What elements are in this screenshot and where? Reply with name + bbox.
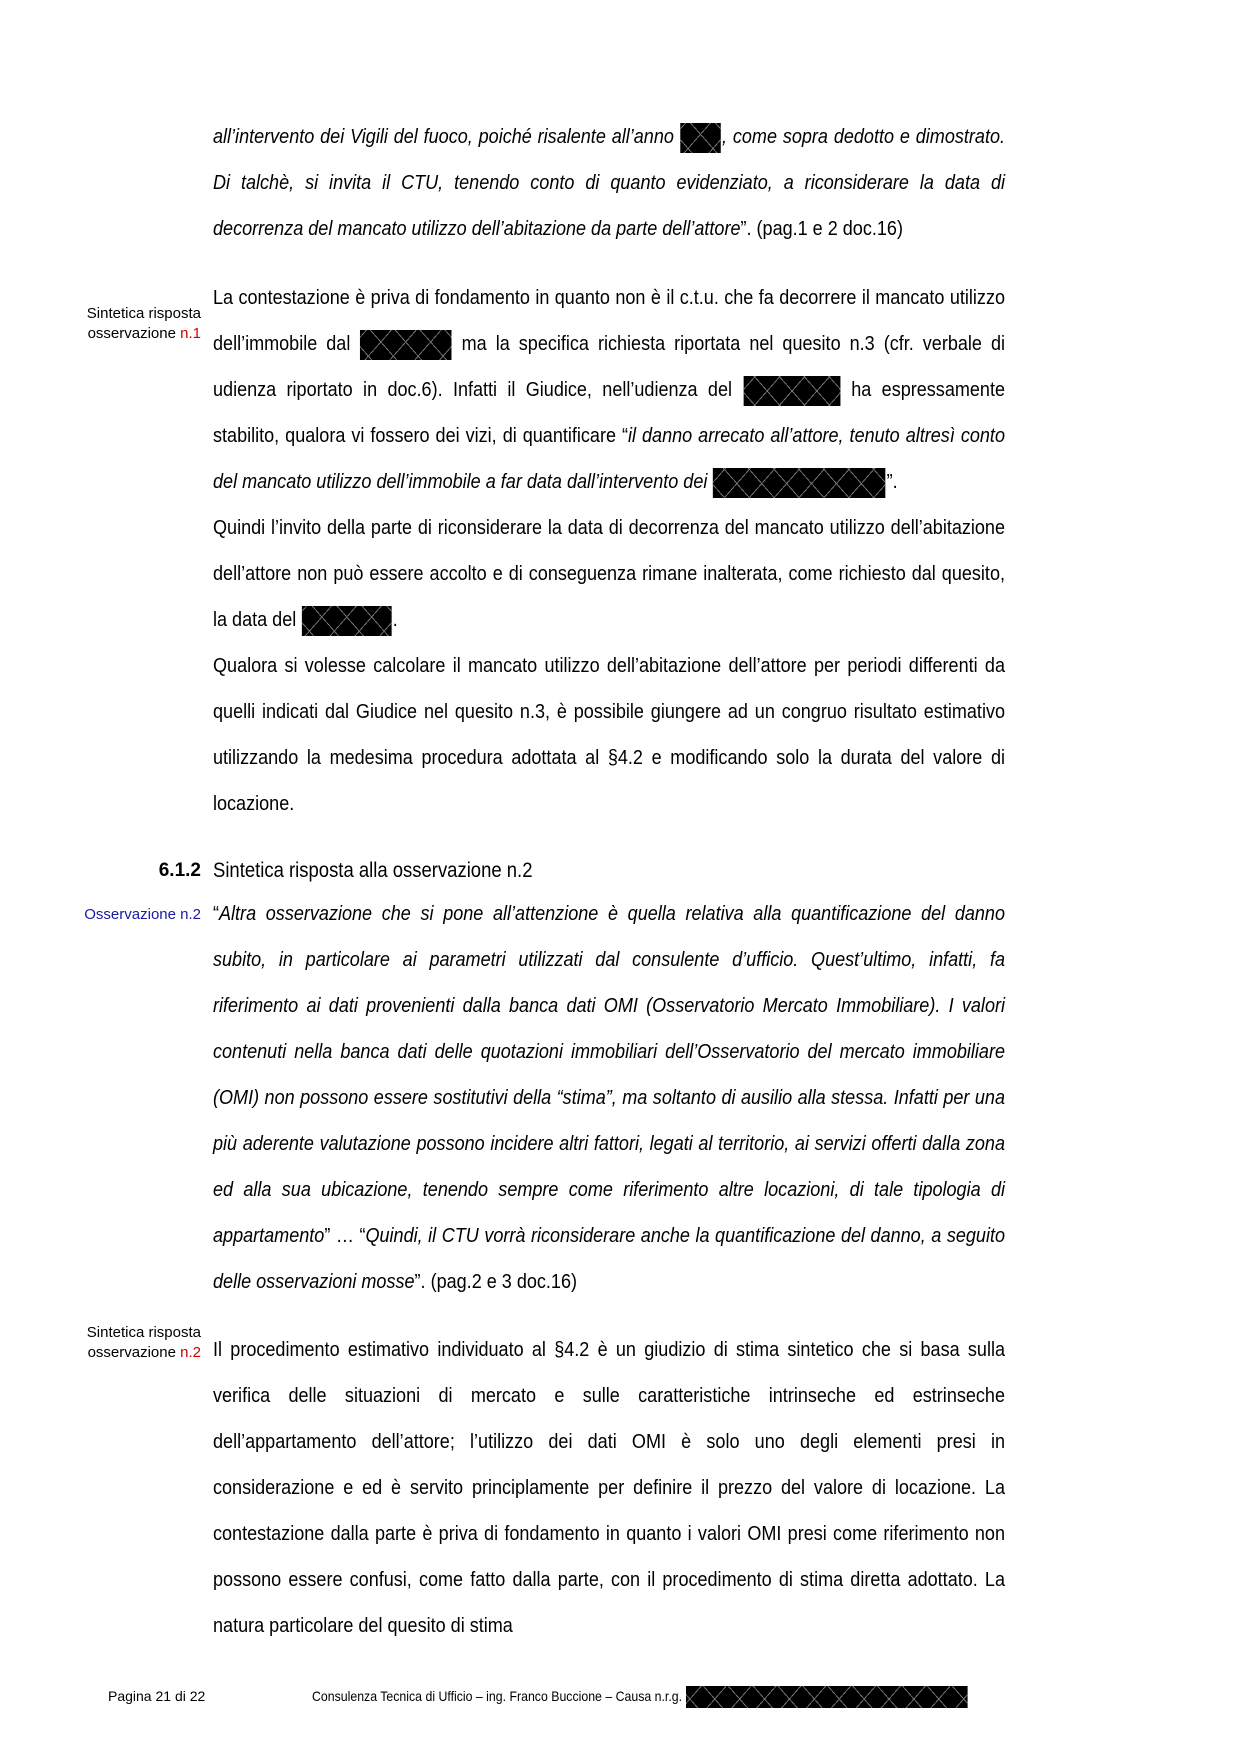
top-quote-line1b: , come sopra dedotto e dimostrato. bbox=[721, 125, 1005, 148]
margin-label-line1: Sintetica risposta bbox=[86, 305, 201, 322]
margin-label-number: n.2 bbox=[180, 1344, 201, 1361]
margin-label-line2 bbox=[87, 1343, 201, 1363]
observation-2-paragraph bbox=[213, 891, 1005, 1305]
margin-label-reply-2 bbox=[87, 1323, 201, 1363]
reply-1-quote: il danno arrecato all’attore, tenuto altresì conto del mancato utilizzo dell’immobile a far data dall’intervento dei bbox=[213, 424, 1005, 493]
reply-1-text-b: ma la specifica richiesta riportata nel quesito n.3 (cfr. verbale di udienza riportato in doc.6). Infatti il Giudice, nell’udienza del bbox=[213, 332, 1005, 401]
margin-label-reply-1 bbox=[87, 304, 201, 344]
margin-label-observation-2: Osservazione n.2 bbox=[84, 906, 201, 923]
margin-label-number: n.1 bbox=[180, 325, 201, 342]
obs-2-open-quote: “ bbox=[213, 902, 220, 925]
top-quote-line2: Di talchè, si invita il CTU, tenendo conto di quanto evidenziato, a riconsiderare la data di decorrenza del mancato utilizzo dell’abitazione da parte dell’attore bbox=[213, 171, 1005, 240]
redaction-box bbox=[686, 1686, 968, 1708]
top-quote-line1a: all’intervento dei Vigili del fuoco, poiché risalente all’anno bbox=[213, 125, 680, 148]
margin-label-line2 bbox=[87, 324, 201, 344]
footer-reference: Consulenza Tecnica di Ufficio – ing. Franco Buccione – Causa n.r.g. bbox=[312, 1688, 683, 1704]
reply-1-p2-text: Quindi l’invito della parte di riconsiderare la data di decorrenza del mancato utilizzo dell’abitazione dell’attore non può essere accolto e di conseguenza rimane inalterata, come richiesto dal quesito, la data del bbox=[213, 516, 1005, 631]
margin-label-text: osservazione bbox=[87, 1344, 181, 1361]
redaction-box bbox=[713, 468, 885, 498]
reply-2-text: Il procedimento estimativo individuato al §4.2 è un giudizio di stima sintetico che si basa sulla verifica delle situazioni di mercato e sulle caratteristiche intrinseche ed estrinseche dell’appartamento dell’attore; l’utilizzo dei dati OMI è solo uno degli elementi presi in considerazione e ed è servito principlamente per definire il prezzo del valore di locazione. La contestazione dalla parte è priva di fondamento in quanto i valori OMI presi come riferimento non possono essere confusi, come fatto dalla parte, con il procedimento di stima diretta adottato. La natura particolare del quesito di stima bbox=[213, 1338, 1005, 1637]
reply-2-paragraph bbox=[213, 1327, 1005, 1649]
reply-1-paragraph bbox=[213, 275, 1005, 827]
margin-label-line1: Sintetica risposta bbox=[86, 1324, 201, 1341]
footer-center-text bbox=[312, 1686, 969, 1708]
redaction-box bbox=[360, 330, 452, 360]
top-quote-end: ”. (pag.1 e 2 doc.16) bbox=[740, 217, 903, 240]
redaction-box bbox=[743, 376, 840, 406]
redaction-box bbox=[302, 606, 392, 636]
reply-1-text-a: La contestazione è priva di fondamento in quanto non è il c.t.u. che fa decorrere il mancato utilizzo dell’immobile dal bbox=[213, 286, 1005, 355]
reply-1-p3-text: Qualora si volesse calcolare il mancato utilizzo dell’abitazione dell’attore per periodi differenti da quelli indicati dal Giudice nel quesito n.3, è possibile giungere ad un congruo risultato estimativo utilizzando la medesima procedura adottata al §4.2 e modificando solo la durata del valore di locazione. bbox=[213, 654, 1005, 815]
footer-page-number: Pagina 21 di 22 bbox=[108, 1688, 206, 1704]
top-quote-paragraph bbox=[213, 114, 1005, 252]
margin-label-text: osservazione bbox=[87, 325, 181, 342]
redaction-box bbox=[681, 123, 721, 153]
section-title: Sintetica risposta alla osservazione n.2 bbox=[213, 859, 533, 882]
reply-1-text-d: ”. bbox=[886, 470, 898, 493]
reply-1-text-c: ha espressamente stabilito, qualora vi fossero dei vizi, di quantificare “ bbox=[213, 378, 1006, 447]
obs-2-end: ”. (pag.2 e 3 doc.16) bbox=[414, 1270, 578, 1293]
obs-2-quote-1: Altra osservazione che si pone all’attenzione è quella relativa alla quantificazione del danno subito, in particolare ai parametri utilizzati dal consulente d’ufficio. Quest’ultimo, infatti, fa riferimento ai dati provenienti dalla banca dati OMI (Osservatorio Mercato Immobiliare). I valori contenuti nella banca dati delle quotazioni immobiliari dell’Osservatorio del mercato immobiliare (OMI) non possono essere sostitutivi della “stima”, ma soltanto di ausilio alla stessa. Infatti per una più aderente valutazione possono incidere altri fattori, legati al territorio, ai servizi offerti dalla zona ed alla sua ubicazione, tenendo sempre come riferimento altre locazioni, di tale tipologia di appartamento bbox=[213, 902, 1006, 1247]
reply-1-p2-end: . bbox=[392, 608, 398, 631]
obs-2-quote-2: Quindi, il CTU vorrà riconsiderare anche la quantificazione del danno, a seguito delle osservazioni mosse bbox=[213, 1224, 1006, 1293]
obs-2-ellipsis: ” … “ bbox=[324, 1224, 366, 1247]
section-number: 6.1.2 bbox=[158, 860, 201, 881]
